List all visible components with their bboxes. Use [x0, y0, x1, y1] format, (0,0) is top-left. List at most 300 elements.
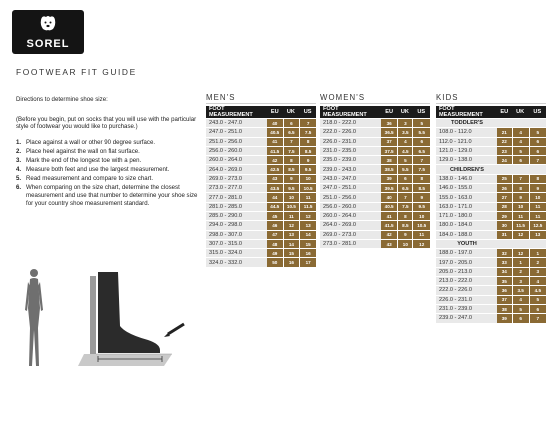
table-row	[436, 296, 546, 304]
directions-note: (Before you begin, put on socks that you will use with the particular style of footwear you would like to purchase.)	[16, 115, 197, 131]
col-foot-measurement: FOOT MEASUREMENT	[436, 106, 497, 118]
foot-measurement-cell: 226.0 - 231.0	[436, 296, 497, 304]
foot-measurement-cell: 281.0 - 285.0	[206, 203, 267, 211]
table-row	[436, 138, 546, 146]
table-row	[436, 258, 546, 266]
eu-size-cell: 48	[267, 240, 283, 248]
group-label-spacer	[497, 119, 512, 127]
foot-measurement-cell: 146.0 - 155.0	[436, 184, 497, 192]
us-size-cell: 10	[529, 193, 546, 201]
us-size-cell: 11	[529, 203, 546, 211]
uk-size-cell: 7	[283, 138, 300, 146]
foot-measurement-cell: 205.0 - 213.0	[436, 268, 497, 276]
us-size-cell: 6	[529, 147, 546, 155]
table-row	[206, 212, 316, 220]
table-row	[436, 221, 546, 229]
uk-size-cell: 8	[283, 156, 300, 164]
foot-measurement-cell: 239.0 - 243.0	[320, 165, 381, 173]
uk-size-cell: 11	[283, 212, 300, 220]
directions-panel	[16, 96, 204, 209]
us-size-cell: 8	[412, 175, 430, 183]
womens-section-title: WOMEN'S	[320, 93, 366, 102]
eu-size-cell: 30	[497, 221, 512, 229]
col-us: US	[412, 106, 430, 118]
us-size-cell: 6	[529, 138, 546, 146]
table-row	[206, 119, 316, 127]
foot-measurement-cell: 138.0 - 146.0	[436, 175, 497, 183]
uk-size-cell: 4.5	[397, 147, 412, 155]
eu-size-cell: 28	[497, 203, 512, 211]
uk-size-cell: 12	[512, 231, 529, 239]
eu-size-cell: 35	[497, 277, 512, 285]
foot-measurement-cell: 155.0 - 163.0	[436, 193, 497, 201]
uk-size-cell: 6	[397, 175, 412, 183]
brand-wordmark: SOREL	[26, 38, 70, 50]
foot-measurement-cell: 235.0 - 239.0	[320, 156, 381, 164]
eu-size-cell: 23	[497, 147, 512, 155]
step-text: Read measurement and compare to size chart.	[26, 175, 154, 183]
foot-measurement-cell: 197.0 - 205.0	[436, 258, 497, 266]
eu-size-cell: 36	[497, 286, 512, 294]
group-label-spacer	[512, 240, 529, 248]
step-item	[16, 184, 204, 207]
foot-measurement-cell: 285.0 - 290.0	[206, 212, 267, 220]
uk-size-cell: 8.5	[397, 221, 412, 229]
uk-size-cell: 4	[512, 138, 529, 146]
uk-size-cell: 3	[512, 277, 529, 285]
eu-size-cell: 44	[267, 193, 283, 201]
table-group-row	[436, 240, 546, 248]
us-size-cell: 5.5	[412, 128, 430, 136]
us-size-cell: 6	[412, 138, 430, 146]
eu-size-cell: 39	[381, 175, 397, 183]
col-uk: UK	[512, 106, 529, 118]
polar-bear-icon	[38, 14, 58, 32]
eu-size-cell: 36	[381, 119, 397, 127]
uk-size-cell: 8.5	[283, 165, 300, 173]
table-row	[436, 175, 546, 183]
uk-size-cell: 4	[397, 138, 412, 146]
step-text: Place against a wall or other 90 degree surface.	[26, 139, 156, 147]
wall	[90, 276, 96, 366]
step-number: 1.	[16, 139, 22, 147]
eu-size-cell: 38.5	[381, 165, 397, 173]
uk-size-cell: 6.5	[283, 128, 300, 136]
us-size-cell: 5	[412, 119, 430, 127]
step-item	[16, 148, 204, 156]
foot-measurement-cell: 269.0 - 273.0	[206, 175, 267, 183]
col-eu: EU	[381, 106, 397, 118]
kids-section-title: KIDS	[436, 93, 459, 102]
foot-measurement-cell: 184.0 - 188.0	[436, 231, 497, 239]
us-size-cell: 11	[412, 231, 430, 239]
eu-size-cell: 42	[381, 231, 397, 239]
group-label-spacer	[512, 119, 529, 127]
eu-size-cell: 38	[497, 305, 512, 313]
eu-size-cell: 43	[267, 175, 283, 183]
table-row	[436, 212, 546, 220]
us-size-cell: 8.5	[299, 147, 316, 155]
eu-size-cell: 24	[497, 156, 512, 164]
step-number: 6.	[16, 184, 22, 192]
us-size-cell: 7.5	[412, 165, 430, 173]
eu-size-cell: 27	[497, 193, 512, 201]
table-row	[320, 128, 430, 136]
table-row	[206, 175, 316, 183]
foot-measurement-cell: 180.0 - 184.0	[436, 221, 497, 229]
kids-table-body	[436, 119, 546, 323]
us-size-cell: 5	[529, 128, 546, 136]
uk-size-cell: 15	[283, 249, 300, 257]
step-item	[16, 157, 204, 165]
table-row	[206, 249, 316, 257]
eu-size-cell: 50	[267, 258, 283, 266]
table-row	[320, 221, 430, 229]
table-row	[206, 258, 316, 266]
us-size-cell: 10.5	[412, 221, 430, 229]
table-row	[320, 119, 430, 127]
foot-measurement-cell: 121.0 - 129.0	[436, 147, 497, 155]
foot-measurement-cell: 256.0 - 260.0	[206, 147, 267, 155]
col-us: US	[299, 106, 316, 118]
eu-size-cell: 37.5	[381, 147, 397, 155]
col-foot-measurement: FOOT MEASUREMENT	[206, 106, 267, 118]
us-size-cell: 13	[529, 231, 546, 239]
eu-size-cell: 21	[497, 128, 512, 136]
eu-size-cell: 41.5	[381, 221, 397, 229]
foot-measurement-cell: 247.0 - 251.0	[206, 128, 267, 136]
table-row	[206, 184, 316, 192]
step-number: 3.	[16, 157, 22, 165]
eu-size-cell: 44.5	[267, 203, 283, 211]
foot-measurement-cell: 243.0 - 247.0	[320, 175, 381, 183]
table-row	[436, 156, 546, 164]
us-size-cell: 7	[299, 119, 316, 127]
table-row	[436, 305, 546, 313]
foot-measurement-cell: 243.0 - 247.0	[206, 119, 267, 127]
table-row	[206, 128, 316, 136]
us-size-cell: 4.5	[529, 286, 546, 294]
foot-measurement-cell: 231.0 - 235.0	[320, 147, 381, 155]
uk-size-cell: 6	[512, 314, 529, 322]
eu-size-cell: 40	[267, 119, 283, 127]
eu-size-cell: 40.5	[267, 128, 283, 136]
mens-size-table	[206, 105, 316, 268]
table-row	[320, 138, 430, 146]
uk-size-cell: 7.5	[283, 147, 300, 155]
eu-size-cell: 40	[381, 193, 397, 201]
table-row	[436, 184, 546, 192]
eu-size-cell: 41	[381, 212, 397, 220]
eu-size-cell: 43.5	[267, 184, 283, 192]
col-uk: UK	[283, 106, 300, 118]
eu-size-cell: 42	[267, 156, 283, 164]
eu-size-cell: 37	[381, 138, 397, 146]
step-text: Mark the end of the longest toe with a pen.	[26, 157, 142, 165]
table-row	[206, 203, 316, 211]
step-text: Place heel against the wall on flat surface.	[26, 148, 140, 156]
uk-size-cell: 6	[512, 156, 529, 164]
foot-measurement-cell: 251.0 - 256.0	[320, 193, 381, 201]
step-number: 5.	[16, 175, 22, 183]
table-row	[436, 249, 546, 257]
foot-measurement-cell: 163.0 - 171.0	[436, 203, 497, 211]
uk-size-cell: 2	[512, 268, 529, 276]
foot-measurement-cell: 269.0 - 273.0	[320, 231, 381, 239]
uk-size-cell: 1	[512, 258, 529, 266]
eu-size-cell: 42.5	[267, 165, 283, 173]
uk-size-cell: 6.5	[397, 184, 412, 192]
table-header-row	[206, 106, 316, 118]
us-size-cell: 9.5	[412, 203, 430, 211]
eu-size-cell: 38	[381, 156, 397, 164]
uk-size-cell: 10	[397, 240, 412, 248]
foot-measurement-cell: 315.0 - 324.0	[206, 249, 267, 257]
us-size-cell: 15	[299, 240, 316, 248]
foot-measurement-cell: 256.0 - 260.0	[320, 203, 381, 211]
us-size-cell: 9.5	[299, 165, 316, 173]
us-size-cell: 7	[412, 156, 430, 164]
table-row	[320, 212, 430, 220]
uk-size-cell: 10	[512, 203, 529, 211]
table-row	[320, 193, 430, 201]
mens-section-divider	[206, 103, 316, 104]
step-text: Measure both feet and use the largest measurement.	[26, 166, 170, 174]
kids-size-table	[436, 105, 546, 324]
sorel-logo	[12, 10, 84, 54]
uk-size-cell: 9	[397, 231, 412, 239]
foot-measurement-cell: 251.0 - 256.0	[206, 138, 267, 146]
foot-shape	[98, 272, 160, 353]
table-row	[206, 138, 316, 146]
uk-size-cell: 3	[397, 119, 412, 127]
uk-size-cell: 16	[283, 258, 300, 266]
eu-size-cell: 43	[381, 240, 397, 248]
us-size-cell: 7	[529, 156, 546, 164]
us-size-cell: 1	[529, 249, 546, 257]
foot-measurement-cell: 222.0 - 226.0	[320, 128, 381, 136]
foot-measurement-cell: 307.0 - 315.0	[206, 240, 267, 248]
uk-size-cell: 8	[512, 184, 529, 192]
us-size-cell: 16	[299, 249, 316, 257]
table-group-row	[436, 165, 546, 173]
group-label-spacer	[529, 240, 546, 248]
uk-size-cell: 7	[397, 193, 412, 201]
foot-measurement-cell: 213.0 - 222.0	[436, 277, 497, 285]
table-row	[436, 286, 546, 294]
uk-size-cell: 10	[283, 193, 300, 201]
col-us: US	[529, 106, 546, 118]
group-label: YOUTH	[436, 240, 497, 248]
eu-size-cell: 26	[497, 184, 512, 192]
group-label-spacer	[529, 165, 546, 173]
uk-size-cell: 5	[397, 156, 412, 164]
eu-size-cell: 29	[497, 212, 512, 220]
uk-size-cell: 9	[512, 193, 529, 201]
eu-size-cell: 39.5	[381, 184, 397, 192]
foot-measurement-cell: 129.0 - 138.0	[436, 156, 497, 164]
step-item	[16, 139, 204, 147]
group-label: CHILDREN'S	[436, 165, 497, 173]
foot-measurement-cell: 298.0 - 307.0	[206, 231, 267, 239]
mens-table-body	[206, 119, 316, 267]
table-header-row	[320, 106, 430, 118]
group-label-spacer	[497, 240, 512, 248]
foot-measurement-cell: 277.0 - 281.0	[206, 193, 267, 201]
eu-size-cell: 33	[497, 258, 512, 266]
uk-size-cell: 10.5	[283, 203, 300, 211]
foot-measurement-cell: 112.0 - 121.0	[436, 138, 497, 146]
foot-measurement-cell: 294.0 - 298.0	[206, 221, 267, 229]
table-group-row	[436, 119, 546, 127]
eu-size-cell: 49	[267, 249, 283, 257]
uk-size-cell: 11.5	[512, 221, 529, 229]
us-size-cell: 4	[529, 277, 546, 285]
step-number: 4.	[16, 166, 22, 174]
step-item	[16, 175, 204, 183]
us-size-cell: 9	[299, 156, 316, 164]
foot-measurement-cell: 188.0 - 197.0	[436, 249, 497, 257]
womens-table-body	[320, 119, 430, 248]
eu-size-cell: 36.5	[381, 128, 397, 136]
foot-measurement-cell: 273.0 - 281.0	[320, 240, 381, 248]
table-row	[436, 268, 546, 276]
us-size-cell: 10	[412, 212, 430, 220]
table-row	[206, 165, 316, 173]
foot-measurement-cell: 260.0 - 264.0	[320, 212, 381, 220]
table-row	[320, 147, 430, 155]
eu-size-cell: 34	[497, 268, 512, 276]
eu-size-cell: 40.5	[381, 203, 397, 211]
us-size-cell: 10.5	[299, 184, 316, 192]
foot-measurement-cell: 264.0 - 269.0	[206, 165, 267, 173]
foot-measurement-cell: 108.0 - 112.0	[436, 128, 497, 136]
table-row	[436, 203, 546, 211]
us-size-cell: 11	[299, 193, 316, 201]
table-row	[436, 314, 546, 322]
table-row	[320, 156, 430, 164]
mens-section-title: MEN'S	[206, 93, 236, 102]
table-row	[436, 277, 546, 285]
us-size-cell: 14	[299, 231, 316, 239]
table-row	[320, 184, 430, 192]
womens-section-divider	[320, 103, 430, 104]
us-size-cell: 8.5	[412, 184, 430, 192]
uk-size-cell: 9.5	[283, 184, 300, 192]
person-figure	[25, 269, 43, 366]
us-size-cell: 5	[529, 296, 546, 304]
col-eu: EU	[497, 106, 512, 118]
us-size-cell: 9	[412, 193, 430, 201]
foot-measurement-cell: 231.0 - 239.0	[436, 305, 497, 313]
uk-size-cell: 11	[512, 212, 529, 220]
foot-measurement-cell: 226.0 - 231.0	[320, 138, 381, 146]
us-size-cell: 6	[529, 305, 546, 313]
foot-measurement-cell: 222.0 - 226.0	[436, 286, 497, 294]
table-row	[320, 165, 430, 173]
table-header-row	[436, 106, 546, 118]
table-row	[206, 231, 316, 239]
uk-size-cell: 5	[512, 147, 529, 155]
uk-size-cell: 9	[283, 175, 300, 183]
group-label: TODDLER'S	[436, 119, 497, 127]
table-row	[436, 147, 546, 155]
pen-icon	[164, 324, 184, 337]
kids-section-divider	[436, 103, 546, 104]
eu-size-cell: 22	[497, 138, 512, 146]
uk-size-cell: 12	[283, 221, 300, 229]
eu-size-cell: 39	[497, 314, 512, 322]
table-row	[320, 203, 430, 211]
us-size-cell: 2	[529, 258, 546, 266]
uk-size-cell: 3.5	[397, 128, 412, 136]
us-size-cell: 8	[299, 138, 316, 146]
floor-platform	[78, 354, 172, 366]
table-row	[320, 240, 430, 248]
table-row	[320, 231, 430, 239]
group-label-spacer	[529, 119, 546, 127]
table-row	[436, 193, 546, 201]
table-row	[206, 221, 316, 229]
uk-size-cell: 13	[283, 231, 300, 239]
us-size-cell: 7	[529, 314, 546, 322]
eu-size-cell: 31	[497, 231, 512, 239]
uk-size-cell: 4	[512, 128, 529, 136]
uk-size-cell: 7	[512, 175, 529, 183]
eu-size-cell: 41.5	[267, 147, 283, 155]
uk-size-cell: 3.5	[512, 286, 529, 294]
col-foot-measurement: FOOT MEASUREMENT	[320, 106, 381, 118]
us-size-cell: 13	[299, 221, 316, 229]
table-row	[206, 193, 316, 201]
directions-steps	[16, 139, 204, 207]
us-size-cell: 17	[299, 258, 316, 266]
uk-size-cell: 7.5	[397, 203, 412, 211]
table-row	[206, 156, 316, 164]
foot-measurement-cell: 264.0 - 269.0	[320, 221, 381, 229]
us-size-cell: 12.5	[529, 221, 546, 229]
foot-measurement-cell: 218.0 - 222.0	[320, 119, 381, 127]
group-label-spacer	[497, 165, 512, 173]
us-size-cell: 11.5	[299, 203, 316, 211]
eu-size-cell: 37	[497, 296, 512, 304]
foot-measurement-cell: 247.0 - 251.0	[320, 184, 381, 192]
us-size-cell: 3	[529, 268, 546, 276]
table-row	[320, 175, 430, 183]
eu-size-cell: 45	[267, 212, 283, 220]
foot-measurement-cell: 324.0 - 332.0	[206, 258, 267, 266]
table-row	[436, 231, 546, 239]
eu-size-cell: 32	[497, 249, 512, 257]
page-title: FOOTWEAR FIT GUIDE	[16, 67, 137, 77]
foot-measurement-cell: 260.0 - 264.0	[206, 156, 267, 164]
table-row	[436, 128, 546, 136]
us-size-cell: 7.5	[299, 128, 316, 136]
foot-measurement-illustration	[22, 268, 192, 370]
table-row	[206, 240, 316, 248]
uk-size-cell: 12	[512, 249, 529, 257]
table-row	[206, 147, 316, 155]
eu-size-cell: 47	[267, 231, 283, 239]
us-size-cell: 12	[412, 240, 430, 248]
uk-size-cell: 6	[283, 119, 300, 127]
col-eu: EU	[267, 106, 283, 118]
foot-measurement-cell: 239.0 - 247.0	[436, 314, 497, 322]
us-size-cell: 8	[529, 175, 546, 183]
group-label-spacer	[512, 165, 529, 173]
uk-size-cell: 5.5	[397, 165, 412, 173]
foot-measurement-cell: 171.0 - 180.0	[436, 212, 497, 220]
